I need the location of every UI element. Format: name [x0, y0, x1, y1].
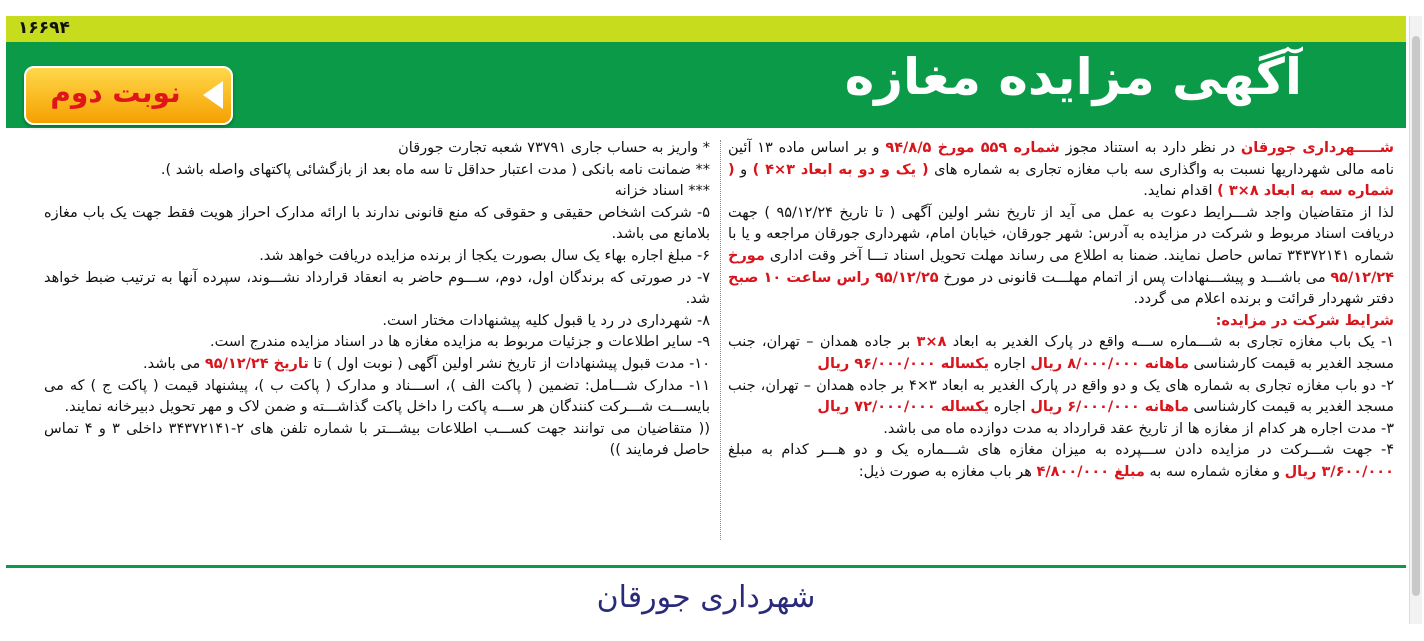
- item1-monthly-price: ماهانه ۸/۰۰۰/۰۰۰ ریال: [1030, 355, 1189, 372]
- round-badge: [24, 66, 233, 125]
- item4-deposit-1: ۳/۶۰۰/۰۰۰ ریال: [1284, 463, 1394, 480]
- item10-text-1: ۱۰- مدت قبول پیشنهادات از تاریخ نشر اولین آگهی ( نوبت اول ) تا: [308, 355, 710, 372]
- ad-number: ۱۶۶۹۴: [18, 18, 70, 38]
- vertical-scrollbar[interactable]: [1409, 16, 1422, 624]
- condition-item-10: [44, 354, 710, 376]
- item2-yearly-price: یکساله ۷۲/۰۰۰/۰۰۰ ریال: [817, 399, 990, 416]
- item2-text-2: اجاره: [989, 399, 1031, 416]
- shops-1-2-dimensions: ( یک و دو به ابعاد ۳×۴ ): [752, 161, 929, 178]
- payment-option-3: *** اسناد خزانه: [614, 183, 710, 200]
- item4-text-1: ۴- جهت شـــرکت در مزایده دادن ســـپرده به میزان مغازه های شـــماره یک و دو هـــر کدام به مبلغ: [728, 442, 1394, 459]
- top-bar: [6, 16, 1406, 42]
- scrollbar-thumb[interactable]: [1412, 36, 1420, 596]
- column-divider: [720, 140, 721, 540]
- condition-item-5: ۵- شرکت اشخاص حقیقی و حقوقی که منع قانونی ندارند با ارائه مدارک احراز هویت فقط جهت یک باب مغازه بلامانع می باشد.: [44, 204, 710, 243]
- intro-text-1: در نظر دارد به استناد مجوز: [1059, 140, 1241, 156]
- payment-option-2: ** ضمانت نامه بانکی ( مدت اعتبار حداقل تا سه ماه بعد از بازگشائی پاکتهای واصله باشد ).: [160, 161, 710, 178]
- org-name: شـــــهرداری جورقان: [1240, 140, 1394, 156]
- item2-monthly-price: ماهانه ۶/۰۰۰/۰۰۰ ریال: [1030, 399, 1189, 416]
- payment-option-1: * واریز به حساب جاری ۷۳۷۹۱ شعبه تجارت جورقان: [398, 140, 710, 156]
- invitation-text-3: دفتر شهردار قرائت و برنده اعلام می گردد.: [1133, 291, 1394, 308]
- condition-item-6: ۶- مبلغ اجاره بهاء یک سال بصورت یکجا از برنده مزایده دریافت خواهد شد.: [259, 247, 710, 264]
- item1-yearly-price: یکساله ۹۶/۰۰۰/۰۰۰ ریال: [817, 355, 990, 372]
- item1-text-3: اجاره: [989, 355, 1031, 372]
- condition-item-7: ۷- در صورتی که برندگان اول، دوم، ســـوم حاضر به انعقاد قرارداد نشـــوند، سپرده آنها به ترتیب ضبط خواهد شد.: [44, 269, 710, 308]
- submission-deadline: مورخ ۹۵/۱۲/۲۴: [728, 247, 1395, 286]
- right-column: [728, 138, 1394, 484]
- permit-number: شماره ۵۵۹ مورخ ۹۴/۸/۵: [885, 140, 1060, 156]
- item1-text-1: ۱- یک باب مغازه تجاری به شـــماره ســـه واقع در پارک الغدیر به ابعاد: [946, 334, 1394, 351]
- conditions-heading: شرایط شرکت در مزایده:: [1215, 312, 1394, 329]
- opening-date: ۹۵/۱۲/۲۵ راس ساعت ۱۰ صبح: [728, 269, 939, 286]
- condition-item-2: [728, 376, 1394, 419]
- round-label: نوبت دوم: [50, 76, 181, 109]
- invitation-text-2: می باشـــد و پیشـــنهادات پس از اتمام مهلـــت قانونی در مورخ: [938, 269, 1331, 286]
- condition-item-1: [728, 332, 1394, 375]
- intro-text-3: و: [734, 161, 753, 178]
- item1-dimension: ۸×۳: [916, 334, 947, 351]
- item1-text-2: بر جاده همدان – تهران، جنب مسجد الغدیر به قیمت کارشناسی: [728, 334, 1394, 372]
- item4-text-3: هر باب مغازه به صورت ذیل:: [858, 463, 1037, 480]
- item10-date: تاریخ ۹۵/۱۲/۲۴: [204, 355, 309, 372]
- closing-note: (( متقاضیان می توانند جهت کســـب اطلاعات بیشـــتر با شماره تلفن های ۲-۳۴۳۷۲۱۴۱ داخلی ۳ و ۴ تماس حاصل فرمایند )): [44, 420, 710, 459]
- condition-item-4: [728, 440, 1394, 483]
- invitation-text-1: لذا از متقاضیان واجد شـــرایط دعوت به عمل می آید از تاریخ نشر اولین آگهی ( تا تاریخ ۹۵/۱۲/۲۴ ) جهت دریافت اسناد مربوط و شرکت در مزایده به آدرس: شهر جورقان، خیابان امام، شهرداری جورقان مراجعه و یا با شماره ۳۴۳۷۲۱۴۱ تماس حاصل نمایند. ضمنا به اطلاع می رساند مهلت تحویل اسناد تـــا آخر وقت اداری: [728, 204, 1394, 264]
- condition-item-9: ۹- سایر اطلاعات و جزئیات مربوط به مزایده مغازه ها در اسناد مزایده مندرج است.: [209, 334, 710, 351]
- condition-item-11: ۱۱- مدارک شـــامل: تضمین ( پاکت الف )، اســـناد و مدارک ( پاکت ب )، پیشنهاد قیمت ( پاکت ج ) که می بایســـت شـــرکت کنندگان هر ســـه پاکت را داخل پاکت گذاشـــته و ضمن لاک و مهر تحویل دبیرخانه نمایند.: [44, 377, 710, 416]
- condition-item-8: ۸- شهرداری در رد یا قبول کلیه پیشنهادات مختار است.: [382, 312, 710, 329]
- signature: شهرداری جورقان: [596, 580, 816, 615]
- invitation-paragraph: [728, 203, 1394, 311]
- item10-text-2: می باشد.: [142, 355, 205, 372]
- ad-title: آگهی مزایده مغازه: [844, 48, 1302, 106]
- item4-text-2: و مغازه شماره سه به: [1144, 463, 1285, 480]
- intro-text-2: و بر اساس ماده ۱۳ آئین نامه مالی شهرداریها نسبت به واگذاری سه باب مغازه تجاری به شماره های: [728, 140, 1394, 178]
- arrow-left-icon: [203, 81, 223, 109]
- title-banner: [6, 42, 1406, 128]
- condition-item-3: ۳- مدت اجاره هر کدام از مغازه ها از تاریخ عقد قرارداد به مدت دوازده ماه می باشد.: [883, 420, 1394, 437]
- item2-text-1: ۲- دو باب مغازه تجاری به شماره های یک و دو واقع در پارک الغدیر به ابعاد ۳×۴ بر جاده همدان – تهران، جنب مسجد الغدیر به قیمت کارشناسی: [728, 377, 1394, 416]
- footer: [6, 565, 1406, 634]
- item4-deposit-2: مبلغ ۴/۸۰۰/۰۰۰: [1036, 463, 1145, 480]
- left-column: [44, 138, 710, 462]
- intro-text-4: اقدام نماید.: [1143, 183, 1218, 200]
- shop-3-dimensions: ( شماره سه به ابعاد ۸×۳ ): [728, 161, 1394, 200]
- intro-paragraph: [728, 138, 1394, 203]
